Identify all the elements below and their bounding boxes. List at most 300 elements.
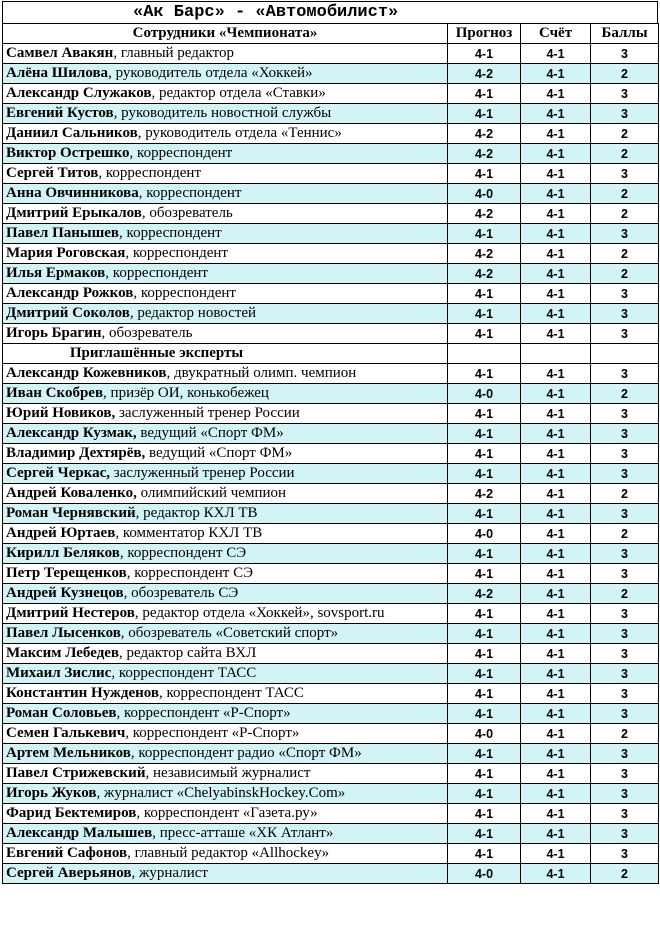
table-row bbox=[3, 584, 659, 604]
score-cell: 4-1 bbox=[521, 724, 591, 744]
person-name: Юрий Новиков, bbox=[6, 405, 116, 421]
person-cell bbox=[3, 284, 448, 304]
person-cell bbox=[3, 764, 448, 784]
score-cell: 4-1 bbox=[521, 864, 591, 884]
forecast-cell: 4-2 bbox=[448, 584, 521, 604]
score-cell: 4-1 bbox=[521, 184, 591, 204]
person-cell bbox=[3, 304, 448, 324]
person-cell bbox=[3, 264, 448, 284]
points-cell: 3 bbox=[591, 784, 659, 804]
empty-cell bbox=[448, 344, 521, 364]
table-row bbox=[3, 324, 659, 344]
points-cell: 2 bbox=[591, 724, 659, 744]
person-name: Павел Стрижевский bbox=[6, 765, 146, 781]
person-name: Михаил Зислис bbox=[6, 665, 112, 681]
points-cell: 3 bbox=[591, 644, 659, 664]
person-role: , корреспондент bbox=[105, 265, 208, 281]
person-cell bbox=[3, 224, 448, 244]
points-cell: 3 bbox=[591, 464, 659, 484]
person-cell bbox=[3, 464, 448, 484]
score-cell: 4-1 bbox=[521, 744, 591, 764]
table-row bbox=[3, 804, 659, 824]
person-role: заслуженный тренер России bbox=[115, 405, 300, 421]
forecast-cell: 4-2 bbox=[448, 484, 521, 504]
person-name: Максим Лебедев bbox=[6, 645, 120, 661]
points-cell: 2 bbox=[591, 584, 659, 604]
table-body bbox=[3, 44, 659, 884]
match-title: «Ак Барс» - «Автомобилист» bbox=[2, 1, 658, 23]
forecast-cell: 4-0 bbox=[448, 184, 521, 204]
person-cell bbox=[3, 504, 448, 524]
points-cell: 2 bbox=[591, 184, 659, 204]
forecast-cell: 4-1 bbox=[448, 464, 521, 484]
person-cell bbox=[3, 584, 448, 604]
person-cell bbox=[3, 104, 448, 124]
table-row bbox=[3, 564, 659, 584]
forecast-cell: 4-2 bbox=[448, 64, 521, 84]
score-cell: 4-1 bbox=[521, 604, 591, 624]
points-cell: 2 bbox=[591, 124, 659, 144]
forecast-cell: 4-1 bbox=[448, 664, 521, 684]
person-cell bbox=[3, 784, 448, 804]
person-role: ведущий «Спорт ФМ» bbox=[136, 425, 284, 441]
person-role: , руководитель отдела «Хоккей» bbox=[108, 65, 313, 81]
person-role: , корреспондент bbox=[129, 145, 233, 161]
points-cell: 3 bbox=[591, 684, 659, 704]
person-cell bbox=[3, 164, 448, 184]
score-cell: 4-1 bbox=[521, 364, 591, 384]
person-name: Виктор Острешко bbox=[6, 145, 130, 161]
forecast-cell: 4-1 bbox=[448, 844, 521, 864]
table-row bbox=[3, 444, 659, 464]
person-role: , пресс-атташе «ХК Атлант» bbox=[152, 825, 334, 841]
person-role: , обозреватель bbox=[101, 325, 193, 341]
person-cell bbox=[3, 544, 448, 564]
table-row bbox=[3, 44, 659, 64]
person-name: Андрей Юртаев bbox=[6, 525, 116, 541]
person-cell bbox=[3, 804, 448, 824]
person-role: заслуженный тренер России bbox=[110, 465, 295, 481]
person-cell bbox=[3, 64, 448, 84]
person-role: , корреспондент СЭ bbox=[126, 565, 254, 581]
table-row bbox=[3, 124, 659, 144]
table-row bbox=[3, 404, 659, 424]
forecast-cell: 4-1 bbox=[448, 644, 521, 664]
header-score: Счёт bbox=[521, 24, 591, 44]
forecast-cell: 4-1 bbox=[448, 444, 521, 464]
person-cell bbox=[3, 604, 448, 624]
score-cell: 4-1 bbox=[521, 644, 591, 664]
person-name: Сергей Аверьянов bbox=[6, 865, 132, 881]
points-cell: 3 bbox=[591, 804, 659, 824]
forecast-cell: 4-0 bbox=[448, 864, 521, 884]
forecast-cell: 4-0 bbox=[448, 724, 521, 744]
person-role: , корреспондент bbox=[138, 185, 242, 201]
points-cell: 3 bbox=[591, 604, 659, 624]
points-cell: 3 bbox=[591, 224, 659, 244]
person-cell bbox=[3, 384, 448, 404]
points-cell: 3 bbox=[591, 444, 659, 464]
points-cell: 3 bbox=[591, 424, 659, 444]
table-row bbox=[3, 844, 659, 864]
header-points: Баллы bbox=[591, 24, 659, 44]
score-cell: 4-1 bbox=[521, 684, 591, 704]
header-forecast: Прогноз bbox=[448, 24, 521, 44]
points-cell: 3 bbox=[591, 624, 659, 644]
person-cell bbox=[3, 824, 448, 844]
table-row bbox=[3, 304, 659, 324]
score-cell: 4-1 bbox=[521, 844, 591, 864]
score-cell: 4-1 bbox=[521, 244, 591, 264]
score-cell: 4-1 bbox=[521, 404, 591, 424]
person-role: , корреспондент bbox=[133, 285, 236, 301]
table-row bbox=[3, 684, 659, 704]
forecast-cell: 4-2 bbox=[448, 264, 521, 284]
forecast-cell: 4-1 bbox=[448, 744, 521, 764]
person-role: , корреспондент «Р-Спорт» bbox=[125, 725, 300, 741]
person-role: , журналист bbox=[131, 865, 208, 881]
person-cell bbox=[3, 364, 448, 384]
person-role: , главный редактор bbox=[113, 45, 235, 61]
forecast-cell: 4-2 bbox=[448, 144, 521, 164]
score-cell: 4-1 bbox=[521, 764, 591, 784]
score-cell: 4-1 bbox=[521, 264, 591, 284]
points-cell: 3 bbox=[591, 544, 659, 564]
points-cell: 3 bbox=[591, 364, 659, 384]
person-cell bbox=[3, 244, 448, 264]
points-cell: 3 bbox=[591, 44, 659, 64]
person-role: , журналист «ChelyabinskHockey.Com» bbox=[96, 785, 346, 801]
person-name: Евгений Сафонов bbox=[6, 845, 128, 861]
forecast-cell: 4-1 bbox=[448, 304, 521, 324]
points-cell: 2 bbox=[591, 384, 659, 404]
points-cell: 3 bbox=[591, 744, 659, 764]
score-cell: 4-1 bbox=[521, 824, 591, 844]
person-name: Дмитрий Соколов bbox=[6, 305, 130, 321]
forecast-table bbox=[2, 23, 659, 884]
person-role: , двукратный олимп. чемпион bbox=[166, 365, 357, 381]
score-cell: 4-1 bbox=[521, 784, 591, 804]
table-row bbox=[3, 544, 659, 564]
person-name: Александр Малышев bbox=[6, 825, 153, 841]
experts-section-row bbox=[3, 344, 659, 364]
person-cell bbox=[3, 624, 448, 644]
score-cell: 4-1 bbox=[521, 504, 591, 524]
score-cell: 4-1 bbox=[521, 64, 591, 84]
table-row bbox=[3, 224, 659, 244]
points-cell: 2 bbox=[591, 484, 659, 504]
person-role: , корреспондент «Р-Спорт» bbox=[116, 705, 291, 721]
score-cell: 4-1 bbox=[521, 424, 591, 444]
person-name: Евгений Кустов bbox=[6, 105, 114, 121]
person-name: Петр Терещенков bbox=[6, 565, 127, 581]
points-cell: 2 bbox=[591, 204, 659, 224]
score-cell: 4-1 bbox=[521, 804, 591, 824]
points-cell: 3 bbox=[591, 564, 659, 584]
table-row bbox=[3, 284, 659, 304]
forecast-cell: 4-1 bbox=[448, 564, 521, 584]
forecast-cell: 4-1 bbox=[448, 284, 521, 304]
person-name: Александр Рожков bbox=[6, 285, 134, 301]
table-row bbox=[3, 464, 659, 484]
table-row bbox=[3, 104, 659, 124]
person-role: , редактор сайта ВХЛ bbox=[119, 645, 257, 661]
table-row bbox=[3, 144, 659, 164]
score-cell: 4-1 bbox=[521, 704, 591, 724]
person-name: Кирилл Беляков bbox=[6, 545, 120, 561]
person-role: , главный редактор «Allhockey» bbox=[127, 845, 330, 861]
points-cell: 3 bbox=[591, 844, 659, 864]
person-cell bbox=[3, 644, 448, 664]
points-cell: 3 bbox=[591, 324, 659, 344]
score-cell: 4-1 bbox=[521, 384, 591, 404]
forecast-cell: 4-1 bbox=[448, 544, 521, 564]
score-cell: 4-1 bbox=[521, 224, 591, 244]
table-row bbox=[3, 724, 659, 744]
person-name: Игорь Брагин bbox=[6, 325, 102, 341]
person-role: , корреспондент «Газета.ру» bbox=[136, 805, 318, 821]
experts-section-title: Приглашённые эксперты bbox=[3, 344, 448, 364]
person-name: Роман Соловьев bbox=[6, 705, 117, 721]
score-cell: 4-1 bbox=[521, 524, 591, 544]
forecast-cell: 4-1 bbox=[448, 784, 521, 804]
points-cell: 2 bbox=[591, 864, 659, 884]
person-name: Мария Роговская bbox=[6, 245, 126, 261]
score-cell: 4-1 bbox=[521, 544, 591, 564]
table-row bbox=[3, 664, 659, 684]
person-role: , редактор КХЛ ТВ bbox=[135, 505, 258, 521]
table-row bbox=[3, 64, 659, 84]
table-row bbox=[3, 84, 659, 104]
points-cell: 3 bbox=[591, 824, 659, 844]
forecast-cell: 4-2 bbox=[448, 124, 521, 144]
table-row bbox=[3, 364, 659, 384]
person-cell bbox=[3, 484, 448, 504]
points-cell: 3 bbox=[591, 164, 659, 184]
person-cell bbox=[3, 404, 448, 424]
person-role: , независимый журналист bbox=[145, 765, 311, 781]
person-role: , корреспондент bbox=[98, 165, 202, 181]
points-cell: 3 bbox=[591, 404, 659, 424]
score-cell: 4-1 bbox=[521, 284, 591, 304]
person-cell bbox=[3, 524, 448, 544]
person-cell bbox=[3, 864, 448, 884]
forecast-cell: 4-1 bbox=[448, 504, 521, 524]
forecast-cell: 4-0 bbox=[448, 384, 521, 404]
person-role: , редактор отдела «Ставки» bbox=[151, 85, 326, 101]
person-cell bbox=[3, 424, 448, 444]
score-cell: 4-1 bbox=[521, 104, 591, 124]
person-role: , призёр ОИ, конькобежец bbox=[103, 385, 269, 401]
person-role: , руководитель отдела «Теннис» bbox=[137, 125, 342, 141]
person-name: Фарид Бектемиров bbox=[6, 805, 137, 821]
table-row bbox=[3, 864, 659, 884]
person-name: Александр Кузмак, bbox=[6, 425, 137, 441]
table-row bbox=[3, 164, 659, 184]
forecast-cell: 4-1 bbox=[448, 704, 521, 724]
header-staff: Сотрудники «Чемпионата» bbox=[3, 24, 448, 44]
score-cell: 4-1 bbox=[521, 44, 591, 64]
score-cell: 4-1 bbox=[521, 584, 591, 604]
person-cell bbox=[3, 204, 448, 224]
person-cell bbox=[3, 144, 448, 164]
points-cell: 2 bbox=[591, 144, 659, 164]
table-row bbox=[3, 484, 659, 504]
person-cell bbox=[3, 664, 448, 684]
forecast-cell: 4-1 bbox=[448, 684, 521, 704]
person-role: , руководитель новостной службы bbox=[113, 105, 332, 121]
score-cell: 4-1 bbox=[521, 204, 591, 224]
forecast-cell: 4-1 bbox=[448, 164, 521, 184]
person-cell bbox=[3, 324, 448, 344]
score-cell: 4-1 bbox=[521, 304, 591, 324]
person-name: Игорь Жуков bbox=[6, 785, 97, 801]
table-row bbox=[3, 604, 659, 624]
table-row bbox=[3, 644, 659, 664]
table-row bbox=[3, 384, 659, 404]
forecast-table-sheet bbox=[2, 1, 658, 884]
points-cell: 3 bbox=[591, 504, 659, 524]
table-row bbox=[3, 824, 659, 844]
score-cell: 4-1 bbox=[521, 164, 591, 184]
person-name: Александр Кожевников bbox=[6, 365, 167, 381]
score-cell: 4-1 bbox=[521, 144, 591, 164]
table-row bbox=[3, 624, 659, 644]
empty-cell bbox=[591, 344, 659, 364]
person-cell bbox=[3, 84, 448, 104]
person-name: Сергей Черкас, bbox=[6, 465, 111, 481]
forecast-cell: 4-1 bbox=[448, 364, 521, 384]
person-name: Андрей Кузнецов bbox=[6, 585, 124, 601]
forecast-cell: 4-1 bbox=[448, 44, 521, 64]
person-role: , обозреватель СЭ bbox=[123, 585, 239, 601]
person-name: Даниил Сальников bbox=[6, 125, 138, 141]
forecast-cell: 4-1 bbox=[448, 424, 521, 444]
forecast-cell: 4-1 bbox=[448, 604, 521, 624]
forecast-cell: 4-1 bbox=[448, 104, 521, 124]
table-row bbox=[3, 204, 659, 224]
person-role: олимпийский чемпион bbox=[136, 485, 287, 501]
score-cell: 4-1 bbox=[521, 484, 591, 504]
forecast-cell: 4-1 bbox=[448, 84, 521, 104]
person-role: , обозреватель «Советский спорт» bbox=[120, 625, 339, 641]
table-row bbox=[3, 524, 659, 544]
forecast-cell: 4-2 bbox=[448, 204, 521, 224]
person-role: , корреспондент радио «Спорт ФМ» bbox=[130, 745, 362, 761]
person-name: Алёна Шилова bbox=[6, 65, 109, 81]
person-name: Павел Панышев bbox=[6, 225, 120, 241]
person-role: , корреспондент СЭ bbox=[119, 545, 247, 561]
person-cell bbox=[3, 124, 448, 144]
person-name: Дмитрий Ерыкалов bbox=[6, 205, 142, 221]
table-row bbox=[3, 764, 659, 784]
empty-cell bbox=[521, 344, 591, 364]
person-name: Сергей Титов bbox=[6, 165, 99, 181]
person-role: , корреспондент ТАСС bbox=[159, 685, 304, 701]
person-cell bbox=[3, 44, 448, 64]
person-cell bbox=[3, 564, 448, 584]
person-cell bbox=[3, 444, 448, 464]
table-row bbox=[3, 504, 659, 524]
table-row bbox=[3, 424, 659, 444]
person-role: , редактор новостей bbox=[129, 305, 257, 321]
score-cell: 4-1 bbox=[521, 564, 591, 584]
forecast-cell: 4-1 bbox=[448, 324, 521, 344]
person-name: Самвел Авакян bbox=[6, 45, 114, 61]
points-cell: 2 bbox=[591, 244, 659, 264]
forecast-cell: 4-1 bbox=[448, 404, 521, 424]
forecast-cell: 4-1 bbox=[448, 804, 521, 824]
person-name: Семен Галькевич bbox=[6, 725, 126, 741]
person-cell bbox=[3, 684, 448, 704]
person-cell bbox=[3, 184, 448, 204]
score-cell: 4-1 bbox=[521, 124, 591, 144]
score-cell: 4-1 bbox=[521, 464, 591, 484]
header-row bbox=[3, 24, 659, 44]
person-name: Дмитрий Нестеров bbox=[6, 605, 135, 621]
points-cell: 3 bbox=[591, 704, 659, 724]
forecast-cell: 4-2 bbox=[448, 244, 521, 264]
person-name: Артем Мельников bbox=[6, 745, 131, 761]
person-name: Владимир Дехтярёв, bbox=[6, 445, 146, 461]
table-row bbox=[3, 704, 659, 724]
person-role: , комментатор КХЛ ТВ bbox=[115, 525, 263, 541]
person-name: Роман Чернявский bbox=[6, 505, 136, 521]
points-cell: 2 bbox=[591, 64, 659, 84]
points-cell: 3 bbox=[591, 764, 659, 784]
points-cell: 2 bbox=[591, 264, 659, 284]
forecast-cell: 4-1 bbox=[448, 764, 521, 784]
points-cell: 2 bbox=[591, 524, 659, 544]
table-row bbox=[3, 264, 659, 284]
points-cell: 3 bbox=[591, 664, 659, 684]
person-name: Александр Служаков bbox=[6, 85, 152, 101]
person-cell bbox=[3, 744, 448, 764]
table-row bbox=[3, 184, 659, 204]
person-role: , корреспондент ТАСС bbox=[111, 665, 257, 681]
person-role: , обозреватель bbox=[141, 205, 233, 221]
score-cell: 4-1 bbox=[521, 664, 591, 684]
person-name: Павел Лысенков bbox=[6, 625, 121, 641]
score-cell: 4-1 bbox=[521, 444, 591, 464]
person-cell bbox=[3, 724, 448, 744]
score-cell: 4-1 bbox=[521, 324, 591, 344]
points-cell: 3 bbox=[591, 84, 659, 104]
person-cell bbox=[3, 704, 448, 724]
person-role: ведущий «Спорт ФМ» bbox=[145, 445, 293, 461]
person-role: , корреспондент bbox=[119, 225, 222, 241]
points-cell: 3 bbox=[591, 304, 659, 324]
forecast-cell: 4-0 bbox=[448, 524, 521, 544]
person-cell bbox=[3, 844, 448, 864]
table-row bbox=[3, 244, 659, 264]
score-cell: 4-1 bbox=[521, 624, 591, 644]
person-name: Илья Ермаков bbox=[6, 265, 106, 281]
points-cell: 3 bbox=[591, 104, 659, 124]
person-name: Анна Овчинникова bbox=[6, 185, 139, 201]
person-name: Андрей Коваленко, bbox=[6, 485, 137, 501]
forecast-cell: 4-1 bbox=[448, 824, 521, 844]
table-row bbox=[3, 744, 659, 764]
person-role: , редактор отдела «Хоккей», sovsport.ru bbox=[134, 605, 385, 621]
person-name: Иван Скобрев bbox=[6, 385, 104, 401]
forecast-cell: 4-1 bbox=[448, 224, 521, 244]
forecast-cell: 4-1 bbox=[448, 624, 521, 644]
points-cell: 3 bbox=[591, 284, 659, 304]
person-role: , корреспондент bbox=[125, 245, 228, 261]
person-name: Константин Нужденов bbox=[6, 685, 159, 701]
table-row bbox=[3, 784, 659, 804]
